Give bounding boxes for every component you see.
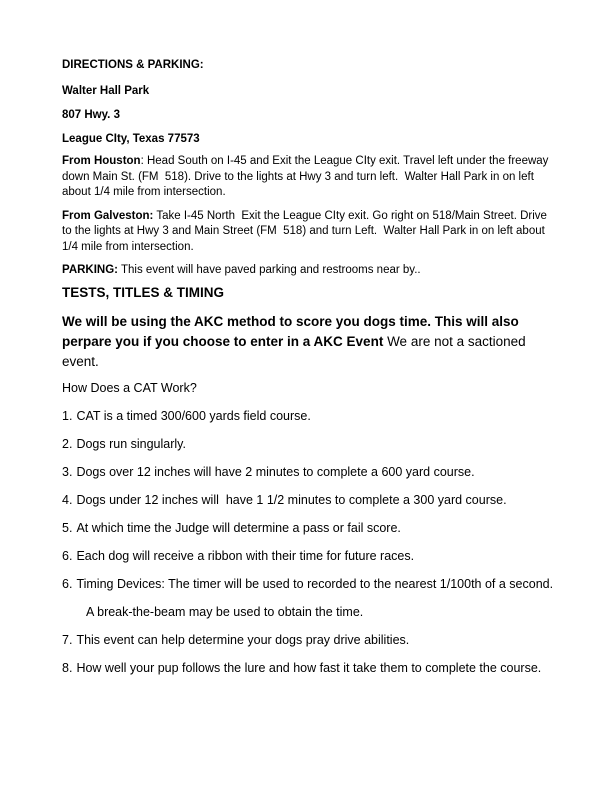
list-item-3 <box>62 458 556 486</box>
parking-paragraph <box>62 263 556 279</box>
from-houston-text: : Head South on I-45 and Exit the League CIty exit. Travel left under the freeway down Main St. (FM 518). Drive to the lights at Hwy 3 and turn left. Walter Hall Park in on left about 1/4 mile from intersection. <box>62 155 552 198</box>
from-galveston-text: Take I-45 North Exit the League CIty exit. Go right on 518/Main Street. Drive to the lights at Hwy 3 and Main Street (FM 518) and turn Left. Walter Hall Park in on left about 1/4 mile from intersection. <box>62 209 551 253</box>
directions-section <box>62 57 556 279</box>
list-item-1 <box>62 402 556 430</box>
parking-label: PARKING: <box>62 264 119 276</box>
list-item-text: Dogs over 12 inches will have 2 minutes to complete a 600 yard course. <box>76 464 475 479</box>
from-galveston-label: From Galveston: <box>62 209 154 222</box>
list-item-text: At which time the Judge will determine a pass or fail score. <box>76 520 401 535</box>
list-item-number: 4. <box>62 492 73 507</box>
from-galveston-paragraph <box>62 209 556 256</box>
list-item-7 <box>62 626 556 654</box>
tests-section <box>62 283 556 682</box>
list-item-text: Each dog will receive a ribbon with their time for future races. <box>76 548 415 563</box>
tests-heading: TESTS, TITLES & TIMING <box>62 284 224 300</box>
list-item-number: 8. <box>62 660 73 675</box>
list-item-5 <box>62 514 556 542</box>
list-item-number: 1. <box>62 408 73 423</box>
list-item-6b <box>62 570 556 626</box>
list-item-2 <box>62 430 556 458</box>
akc-intro-regular-text: We are not a sactioned event. <box>62 333 530 369</box>
list-item-text: How well your pup follows the lure and how fast it take them to complete the course. <box>76 660 542 675</box>
from-houston-label: From Houston <box>62 155 141 167</box>
list-item-text: Timing Devices: The timer will be used to recorded to the nearest 1/100th of a second. A break-the-beam may be used to obtain the time. <box>76 576 556 619</box>
venue-city-state-zip: League CIty, Texas 77573 <box>62 133 200 145</box>
list-item-text: CAT is a timed 300/600 yards field course. <box>76 408 311 423</box>
venue-street: 807 Hwy. 3 <box>62 109 120 121</box>
parking-text: This event will have paved parking and restrooms near by.. <box>118 264 421 276</box>
list-item-number: 2. <box>62 436 73 451</box>
venue-name: Walter Hall Park <box>62 85 150 97</box>
cat-question: How Does a CAT Work? <box>62 380 197 395</box>
list-item-text: Dogs under 12 inches will have 1 1/2 minutes to complete a 300 yard course. <box>76 492 507 507</box>
list-item-text: Dogs run singularly. <box>76 436 186 451</box>
list-item-number: 3. <box>62 464 73 479</box>
list-item-number: 6. <box>62 548 73 563</box>
list-item-number: 7. <box>62 632 73 647</box>
list-item-4 <box>62 486 556 514</box>
list-item-number: 5. <box>62 520 73 535</box>
list-item-8 <box>62 654 556 682</box>
list-item-number: 6. <box>62 576 73 591</box>
from-houston-paragraph <box>62 154 556 201</box>
cat-rules-list <box>62 402 556 682</box>
akc-intro-bold-text: We will be using the AKC method to score you dogs time. This will also perpare you if you choose to enter in a AKC Event <box>62 313 523 349</box>
list-item-text: This event can help determine your dogs pray drive abilities. <box>76 632 410 647</box>
list-item-6a <box>62 542 556 570</box>
akc-intro-paragraph <box>62 312 556 372</box>
directions-heading: DIRECTIONS & PARKING: <box>62 59 204 71</box>
